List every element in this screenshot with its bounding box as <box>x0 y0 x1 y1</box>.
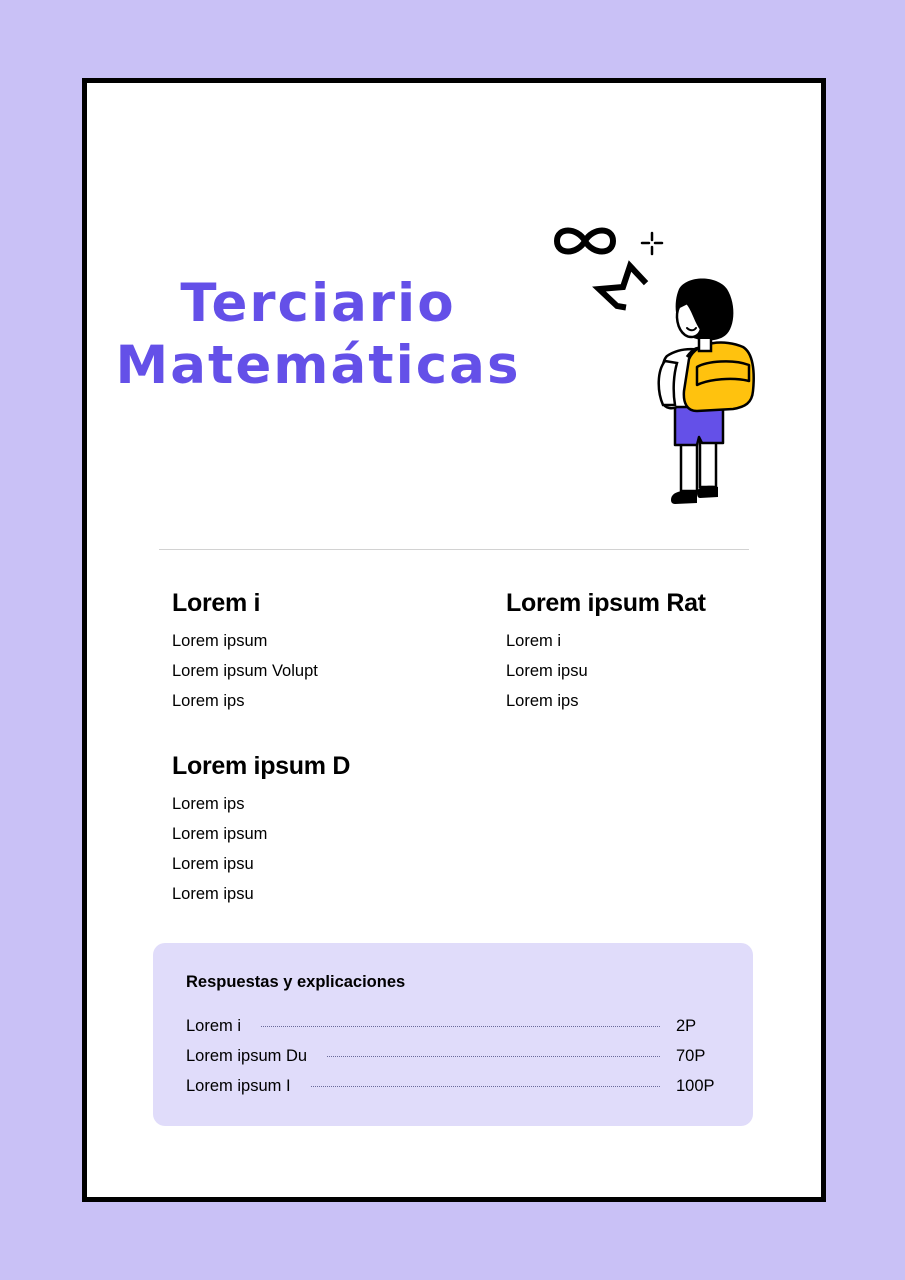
list-item: Lorem ipsum <box>172 632 268 650</box>
dotted-leader <box>311 1086 660 1087</box>
list-item: Lorem ips <box>172 795 245 813</box>
answer-points: 100P <box>676 1076 715 1095</box>
list-item: Lorem ipsum Volupt <box>172 662 318 680</box>
dotted-leader <box>327 1056 660 1057</box>
title-line-1: Terciario <box>180 273 456 334</box>
answer-row <box>186 1041 714 1071</box>
divider <box>159 549 749 550</box>
list-item: Lorem ips <box>506 692 579 710</box>
section-2 <box>506 588 706 716</box>
answer-label: Lorem i <box>186 1016 242 1035</box>
list-item: Lorem ips <box>172 692 245 710</box>
answers-title: Respuestas y explicaciones <box>186 973 406 991</box>
answer-label: Lorem ipsum Du <box>186 1046 308 1065</box>
list-item: Lorem ipsu <box>172 885 254 903</box>
infinity-icon <box>557 231 613 252</box>
worksheet-page <box>82 78 826 1202</box>
sigma-icon <box>599 266 644 307</box>
answers-panel <box>153 943 753 1126</box>
section-title: Lorem ipsum Rat <box>506 589 706 617</box>
section-title: Lorem ipsum D <box>172 752 351 780</box>
answer-row <box>186 1011 714 1041</box>
answer-label: Lorem ipsum I <box>186 1076 291 1095</box>
dotted-leader <box>261 1026 660 1027</box>
title-line-2: Matemáticas <box>115 335 521 396</box>
list-item: Lorem ipsu <box>172 855 254 873</box>
answer-row <box>186 1071 714 1101</box>
list-item: Lorem ipsu <box>506 662 588 680</box>
list-item: Lorem i <box>506 632 562 650</box>
answer-points: 70P <box>676 1046 706 1065</box>
section-title: Lorem i <box>172 589 261 617</box>
section-1 <box>172 588 318 716</box>
sparkle-icon <box>642 233 662 254</box>
section-3 <box>172 751 350 909</box>
answer-points: 2P <box>676 1016 697 1035</box>
page-title <box>87 273 549 397</box>
student-illustration <box>547 211 767 531</box>
list-item: Lorem ipsum <box>172 825 268 843</box>
